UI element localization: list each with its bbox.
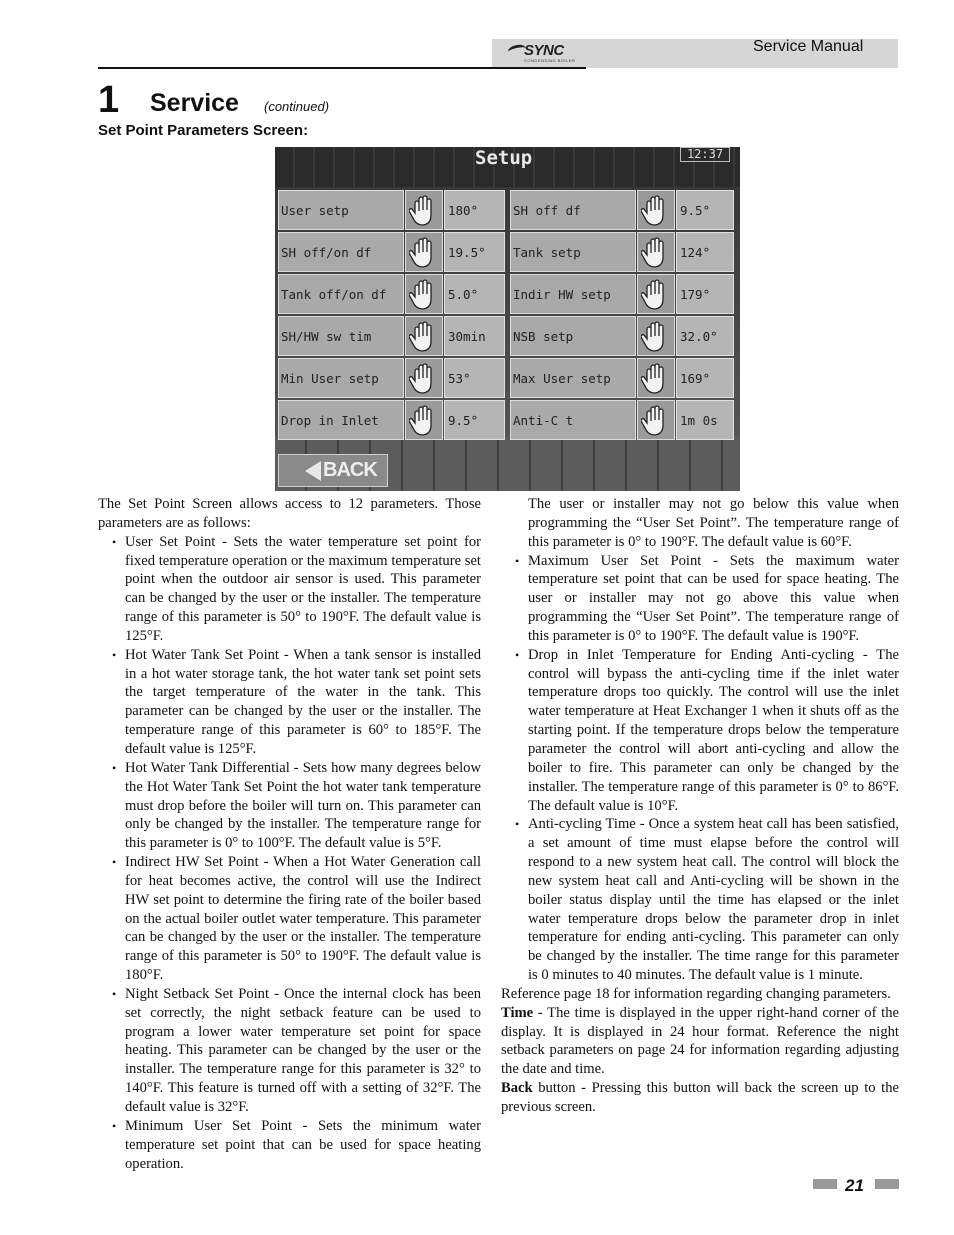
hand-icon[interactable] <box>405 316 443 356</box>
right-text-column <box>501 495 899 1117</box>
param-value: 30min <box>444 316 505 356</box>
screen-time: 12:37 <box>680 147 730 162</box>
param-value: 32.0° <box>676 316 734 356</box>
header-rule <box>98 67 586 69</box>
section-continued: (continued) <box>264 99 330 114</box>
sync-logo <box>508 41 580 65</box>
param-label: NSB setp <box>510 316 636 356</box>
bullet-hot-water-tank-set-point: • Hot Water Tank Set Point - When a tank sensor is installed in a hot water storage tank, the hot water tank set point sets the target temperature of the water in the tank. This parameter can be changed by the user or the installer. The temperature range of this parameter is 60° to 185°F. The default value is 125°F. <box>98 646 481 759</box>
param-value: 5.0° <box>444 274 505 314</box>
section-title: Service <box>150 89 239 117</box>
footer-bar-right <box>875 1179 899 1189</box>
bullet-hot-water-tank-differential: • Hot Water Tank Differential - Sets how many degrees below the Hot Water Tank Set Point the hot water tank temperature must drop before the boiler will turn on. This parameter can only be changed by the installer. The temperature range for this parameter is 0° to 100°F. The default value is 5°F. <box>98 759 481 853</box>
param-label: Indir HW setp <box>510 274 636 314</box>
screen-title: Setup <box>475 147 533 169</box>
back-button[interactable] <box>278 454 388 487</box>
hand-icon[interactable] <box>637 358 675 398</box>
param-value: 9.5° <box>676 190 734 230</box>
continuation-paragraph: The user or installer may not go below this value when programming the “User Set Point”. The temperature range of this parameter is 0° to 190°F. The default value is 60°F. <box>528 496 899 550</box>
setup-screen-photo <box>275 147 740 491</box>
back-arrow-icon <box>305 461 321 481</box>
page-number: 21 <box>845 1176 864 1195</box>
param-label: User setp <box>278 190 404 230</box>
param-row-drop-in-inlet[interactable] <box>278 400 508 440</box>
param-row-indir-hw-setp[interactable] <box>510 274 740 314</box>
param-row-nsb-setp[interactable] <box>510 316 740 356</box>
time-term: Time <box>501 1004 534 1021</box>
manual-title: Service Manual <box>753 38 864 55</box>
hand-icon[interactable] <box>405 358 443 398</box>
param-label: Min User setp <box>278 358 404 398</box>
param-label: Max User setp <box>510 358 636 398</box>
hand-icon[interactable] <box>637 232 675 272</box>
left-bullet-list <box>98 533 481 1174</box>
param-label: Tank off/on df <box>278 274 404 314</box>
param-value: 53° <box>444 358 505 398</box>
hand-icon[interactable] <box>637 190 675 230</box>
bullet-minimum-user-set-point: • Minimum User Set Point - Sets the minimum water temperature set point that can be used for space heating operation. <box>98 1117 481 1174</box>
param-value: 124° <box>676 232 734 272</box>
param-value: 180° <box>444 190 505 230</box>
logo-subtext: CONDENSING BOILER <box>524 58 576 63</box>
time-paragraph <box>501 1004 899 1079</box>
bullet-indirect-hw-set-point: • Indirect HW Set Point - When a Hot Water Generation call for heat becomes active, the control will use the Indirect HW set point to determine the firing rate of the boiler based on the actual boiler outlet water temperature. This parameter can be changed by the user or the installer. The temperature range of this parameter is 50° to 190°F. The default value is 180°F. <box>98 853 481 985</box>
param-row-sh-off-on-df[interactable] <box>278 232 508 272</box>
bullet-drop-in-inlet-temperature: • Drop in Inlet Temperature for Ending Anti-cycling - The control will bypass the anti-cycling time if the inlet water temperature drops too quickly. The control will use the inlet water temperature at Heat Exchanger 1 when it shuts off as the starting point. If the temperature drops below the temperature parameter the control will abort anti-cycling and allow the boiler to fire. This parameter can only be changed by the installer. The temperature range of this parameter is 0° to 86°F. The default value is 10°F. <box>501 646 899 816</box>
bullet-user-set-point: • User Set Point - Sets the water temperature set point for fixed temperature operation or the maximum temperature set point when the outdoor air sensor is used. This parameter can be changed by the user or the installer. The temperature range of this parameter is 50° to 190°F. The default value is 125°F. <box>98 533 481 646</box>
left-text-column <box>98 495 481 1173</box>
bullet-night-setback-set-point: • Night Setback Set Point - Once the internal clock has been set correctly, the night setback feature can be used to program a lower water temperature set point for space heating. This parameter can be changed by the user or the installer. The temperature range for this parameter is 32° to 140°F. This feature is turned off with a setting of 32°F. The default value is 32°F. <box>98 985 481 1117</box>
param-label: Drop in Inlet <box>278 400 404 440</box>
hand-icon[interactable] <box>405 274 443 314</box>
time-description: - The time is displayed in the upper right-hand corner of the display. It is displayed in 24 hour format. Reference the night setback parameters on page 24 for information regarding adjusting the date and time. <box>501 1004 899 1078</box>
right-bullet-list <box>501 552 899 985</box>
back-paragraph <box>501 1079 899 1117</box>
param-value: 1m 0s <box>676 400 734 440</box>
param-label: SH/HW sw tim <box>278 316 404 356</box>
param-row-anti-c-t[interactable] <box>510 400 740 440</box>
hand-icon[interactable] <box>637 274 675 314</box>
hand-icon[interactable] <box>637 400 675 440</box>
reference-paragraph: Reference page 18 for information regarding changing parameters. <box>501 985 891 1002</box>
param-row-sh-off-df[interactable] <box>510 190 740 230</box>
param-row-max-user-setp[interactable] <box>510 358 740 398</box>
bullet-maximum-user-set-point: • Maximum User Set Point - Sets the maximum water temperature set point that can be used for space heating. The user or installer may not go above this value when programming the “User Set Point”. The temperature range of this parameter is 0° to 190°F. The default value is 190°F. <box>501 552 899 646</box>
back-description: button - Pressing this button will back the screen up to the previous screen. <box>501 1080 899 1115</box>
logo-text: SYNC <box>524 42 564 59</box>
subsection-title: Set Point Parameters Screen: <box>98 122 309 139</box>
param-value: 169° <box>676 358 734 398</box>
param-label: SH off/on df <box>278 232 404 272</box>
param-value: 179° <box>676 274 734 314</box>
param-label: Anti-C t <box>510 400 636 440</box>
back-term: Back <box>501 1080 533 1097</box>
hand-icon[interactable] <box>405 232 443 272</box>
hand-icon[interactable] <box>405 400 443 440</box>
back-button-label: BACK <box>323 459 377 481</box>
hand-icon[interactable] <box>405 190 443 230</box>
param-row-user-setp[interactable] <box>278 190 508 230</box>
param-value: 19.5° <box>444 232 505 272</box>
footer-bar-left <box>813 1179 837 1189</box>
param-row-min-user-setp[interactable] <box>278 358 508 398</box>
intro-paragraph: The Set Point Screen allows access to 12 parameters. Those parameters are as follows: <box>98 496 481 531</box>
param-value: 9.5° <box>444 400 505 440</box>
section-number: 1 <box>98 79 120 121</box>
param-row-tank-setp[interactable] <box>510 232 740 272</box>
hand-icon[interactable] <box>637 316 675 356</box>
param-label: SH off df <box>510 190 636 230</box>
param-row-tank-off-on-df[interactable] <box>278 274 508 314</box>
bullet-anti-cycling-time: • Anti-cycling Time - Once a system heat call has been satisfied, a set amount of time must elapse before the control will respond to a new system heat call. The control will block the new system heat call and Anti-cycling will be shown in the boiler status display until the time has elapsed or the inlet water temperature drops below the parameter drop in inlet temperature for ending anti-cycling. This parameter can only be changed by the installer. The time range for this parameter is 0 minutes to 40 minutes. The default value is 1 minute. <box>501 815 899 985</box>
param-row-sh-hw-sw-tim[interactable] <box>278 316 508 356</box>
param-label: Tank setp <box>510 232 636 272</box>
